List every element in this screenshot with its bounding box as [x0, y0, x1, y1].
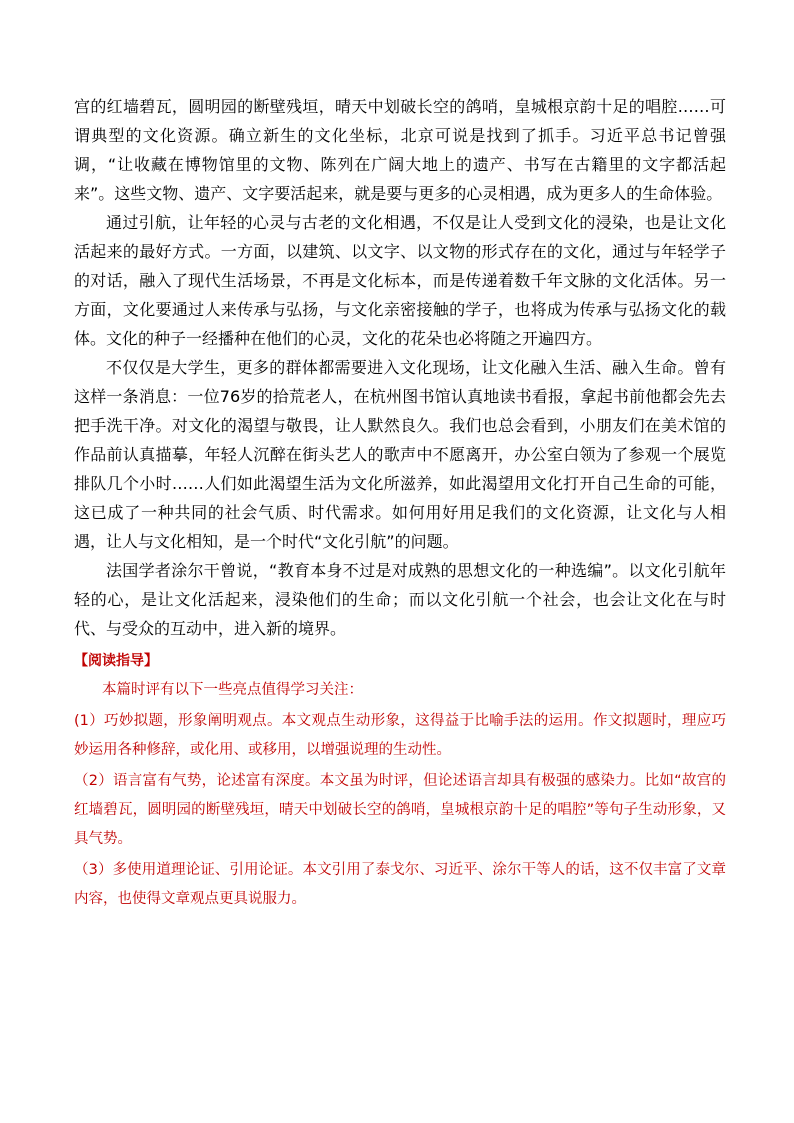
reading-guide-item-1: (1）巧妙拟题，形象阐明观点。本文观点生动形象，这得益于比喻手法的运用。作文拟题时，理应巧妙运用各种修辞，或化用、或移用，以增强说理的生动性。: [74, 713, 726, 758]
body-paragraph-2: 通过引航，让年轻的心灵与古老的文化相遇，不仅是让人受到文化的浸染，也是让文化活起来的最好方式。一方面，以建筑、以文字、以文物的形式存在的文化，通过与年轻学子的对话，融入了现代生活场景，不再是文化标本，而是传递着数千年文脉的文化活体。另一方面，文化要通过人来传承与弘扬，与文化亲密接触的学子，也将成为传承与弘扬文化的载体。文化的种子一经播种在他们的心灵，文化的花朵也必将随之开遍四方。: [74, 213, 726, 348]
reading-guide-item-2: （2）语言富有气势，论述富有深度。本文虽为时评，但论述语言却具有极强的感染力。比如“故宫的红墙碧瓦，圆明园的断壁残垣，晴天中划破长空的鸽哨，皇城根京韵十足的唱腔”等句子生动形象，又具气势。: [74, 773, 726, 847]
reading-guide-intro: 本篇时评有以下一些亮点值得学习关注：: [102, 682, 363, 698]
reading-guide-item-3: （3）多使用道理论证、引用论证。本文引用了泰戈尔、习近平、涂尔干等人的话，这不仅丰富了文章内容，也使得文章观点更具说服力。: [74, 862, 726, 907]
body-paragraph-4: 法国学者涂尔干曾说，“教育本身不过是对成熟的思想文化的一种选编”。以文化引航年轻的心，是让文化活起来，浸染他们的生命；而以文化引航一个社会，也会让文化在与时代、与受众的互动中，进入新的境界。: [74, 561, 726, 638]
body-paragraph-1: 宫的红墙碧瓦，圆明园的断壁残垣，晴天中划破长空的鸽哨，皇城根京韵十足的唱腔……可谓典型的文化资源。确立新生的文化坐标，北京可说是找到了抓手。习近平总书记曾强调，“让收藏在博物馆里的文物、陈列在广阔大地上的遗产、书写在古籍里的文字都活起来”。这些文物、遗产、文字要活起来，就是要与更多的心灵相遇，成为更多人的生命体验。: [74, 97, 726, 203]
document-page: [74, 92, 726, 914]
reading-guide-title: 【阅读指导】: [74, 653, 158, 669]
body-paragraph-3: 不仅仅是大学生，更多的群体都需要进入文化现场，让文化融入生活、融入生命。曾有这样一条消息：一位76岁的拾荒老人，在杭州图书馆认真地读书看报，拿起书前他都会先去把手洗干净。对文化的渴望与敬畏，让人默然良久。我们也总会看到，小朋友们在美术馆的作品前认真描摹，年轻人沉醉在街头艺人的歌声中不愿离开，办公室白领为了参观一个展览排队几个小时……人们如此渴望生活为文化所滋养，如此渴望用文化打开自己生命的可能，这已成了一种共同的社会气质、时代需求。如何用好用足我们的文化资源，让文化与人相遇，让人与文化相知，是一个时代“文化引航”的问题。: [74, 358, 726, 551]
